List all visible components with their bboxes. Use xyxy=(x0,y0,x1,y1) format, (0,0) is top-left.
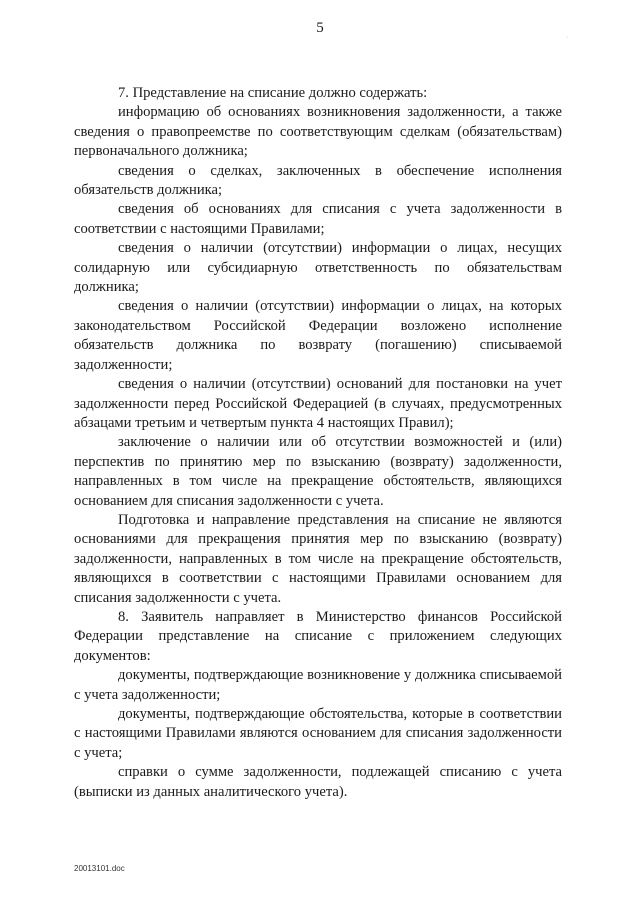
paragraph-certificates: справки о сумме задолженности, подлежащей списанию с учета (выписки из данных аналитического учета). xyxy=(74,764,562,800)
paragraph-transactions: сведения о сделках, заключенных в обеспечение исполнения обязательств должника; xyxy=(74,162,562,199)
paragraph-item-7-heading: 7. Представление на списание должно содержать: xyxy=(118,85,428,101)
paragraph-documents-origin: документы, подтверждающие возникновение у должника списываемой с учета задолженности; xyxy=(74,667,562,703)
footer-filename: 20013101.doc xyxy=(74,864,125,873)
corner-mark: · xyxy=(566,34,569,41)
paragraph-obligated-persons: сведения о наличии (отсутствии) информации о лицах, на которых законодательством Российской Федерации возложено исполнение обязательств должника по возврату (погашению) списываемой задолженности; xyxy=(74,298,562,373)
paragraph-registration-grounds: сведения о наличии (отсутствии) оснований для постановки на учет задолженности перед Российской Федерацией (в случаях, предусмотренных абзацами третьим и четвертым пункта 4 настоящих Правил); xyxy=(74,376,562,431)
paragraph-preparation: Подготовка и направление представления на списание не являются основаниями для прекращения принятия мер по взысканию (возврату) задолженности, направленных в том числе на прекращение обстоятельств, являющихся в соответствии с настоящими Правилами основанием для списания задолженности с учета. xyxy=(74,511,562,606)
paragraph-grounds: информацию об основаниях возникновения задолженности, а также сведения о правопреемстве по соответствующим сделкам (обязательствам) первоначального должника; xyxy=(74,104,562,160)
paragraph-conclusion: заключение о наличии или об отсутствии возможностей и (или) перспектив по принятию мер по взысканию (возврату) задолженности, направленных в том числе на прекращение обстоятельств, являющихся основанием для списания задолженности с учета. xyxy=(74,434,562,509)
paragraph-writeoff-grounds: сведения об основаниях для списания с учета задолженности в соответствии с настоящими Правилами; xyxy=(74,201,562,237)
paragraph-item-8-heading: 8. Заявитель направляет в Министерство финансов Российской Федерации представление на списание с приложением следующих документов: xyxy=(74,608,562,664)
paragraph-joint-liability: сведения о наличии (отсутствии) информации о лицах, несущих солидарную или субсидиарную ответственность по обязательствам должника; xyxy=(74,240,562,296)
document-body xyxy=(74,84,562,802)
paragraph-documents-circumstances: документы, подтверждающие обстоятельства, которые в соответствии с настоящими Правилами являются основанием для списания задолженности с учета; xyxy=(74,706,562,761)
page-number: 5 xyxy=(316,20,324,36)
